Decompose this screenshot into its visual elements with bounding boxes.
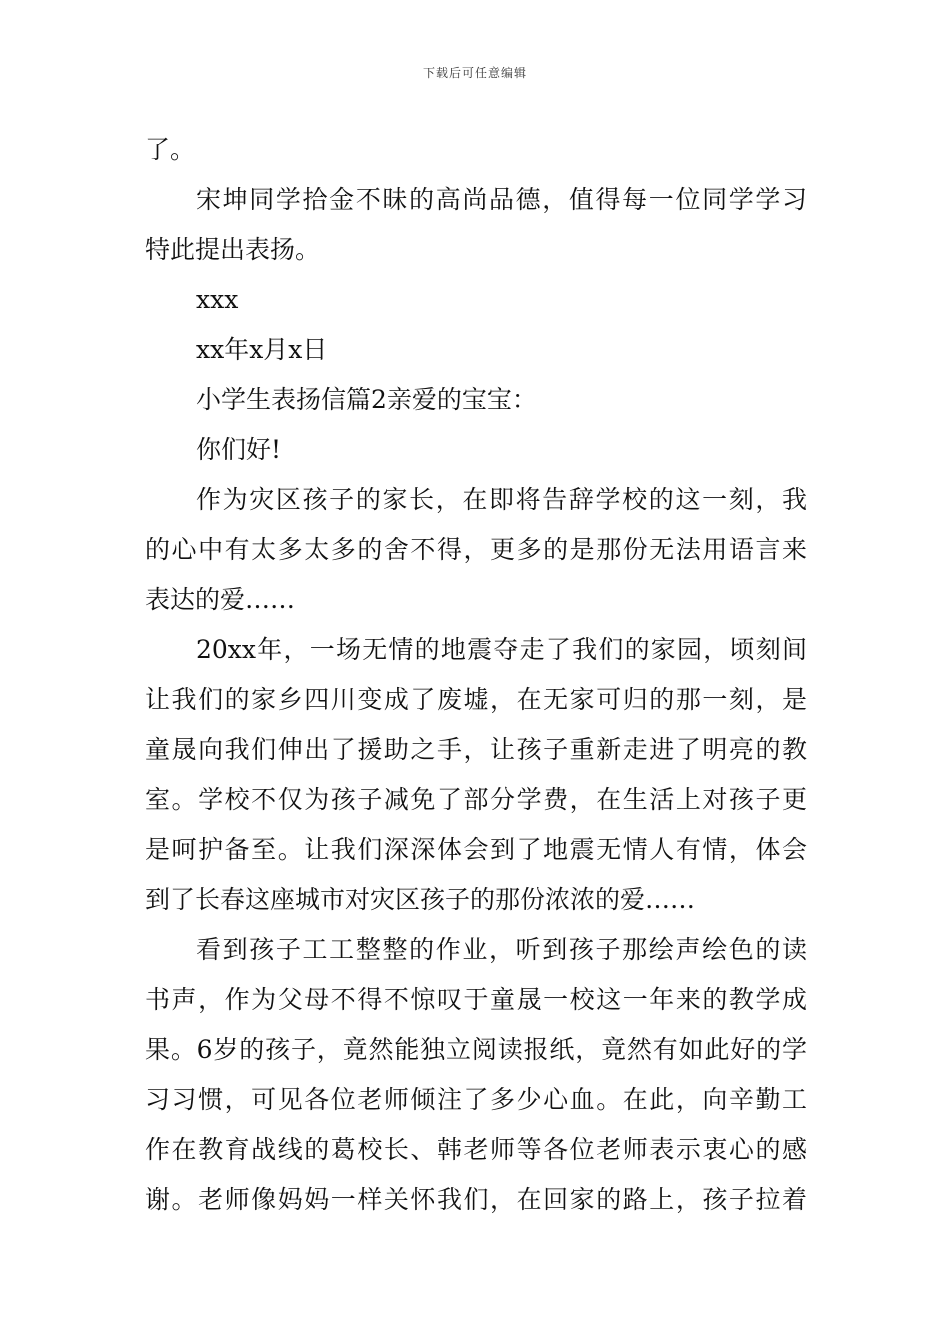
text-line: 宋坤同学拾金不昧的高尚品德，值得每一位同学学习 <box>196 185 807 214</box>
text-line: 20xx年，一场无情的地震夺走了我们的家园，顷刻间 <box>196 635 807 664</box>
text-line: 是呵护备至。让我们深深体会到了地震无情人有情，体会 <box>145 835 807 864</box>
text-line: 谢。老师像妈妈一样关怀我们，在回家的路上，孩子拉着 <box>145 1185 807 1214</box>
text-line: 让我们的家乡四川变成了废墟，在无家可归的那一刻，是 <box>145 685 807 714</box>
text-line: 了。 <box>145 135 196 164</box>
text-line: 书声，作为父母不得不惊叹于童晟一校这一年来的教学成 <box>145 985 807 1014</box>
text-line: 习习惯，可见各位老师倾注了多少心血。在此，向辛勤工 <box>145 1085 807 1114</box>
text-line: xx年x月x日 <box>196 335 328 364</box>
text-line: xxx <box>196 285 239 314</box>
text-line: 童晟向我们伸出了援助之手，让孩子重新走进了明亮的教 <box>145 735 807 764</box>
text-line: 小学生表扬信篇2亲爱的宝宝： <box>196 385 537 414</box>
text-line: 看到孩子工工整整的作业，听到孩子那绘声绘色的读 <box>196 935 807 964</box>
text-line: 作在教育战线的葛校长、韩老师等各位老师表示衷心的感 <box>145 1135 807 1164</box>
text-line: 你们好! <box>196 435 282 464</box>
document-body <box>145 125 807 1225</box>
text-line: 作为灾区孩子的家长，在即将告辞学校的这一刻，我 <box>196 485 807 514</box>
text-line: 特此提出表扬。 <box>145 235 321 264</box>
text-line: 的心中有太多太多的舍不得，更多的是那份无法用语言来 <box>145 535 807 564</box>
text-line: 室。学校不仅为孩子减免了部分学费，在生活上对孩子更 <box>145 785 807 814</box>
text-line: 果。6岁的孩子，竟然能独立阅读报纸，竟然有如此好的学 <box>145 1035 807 1064</box>
page-header: 下载后可任意编辑 <box>422 66 527 80</box>
text-line: 到了长春这座城市对灾区孩子的那份浓浓的爱…… <box>145 885 696 914</box>
text-line: 表达的爱…… <box>145 585 296 614</box>
